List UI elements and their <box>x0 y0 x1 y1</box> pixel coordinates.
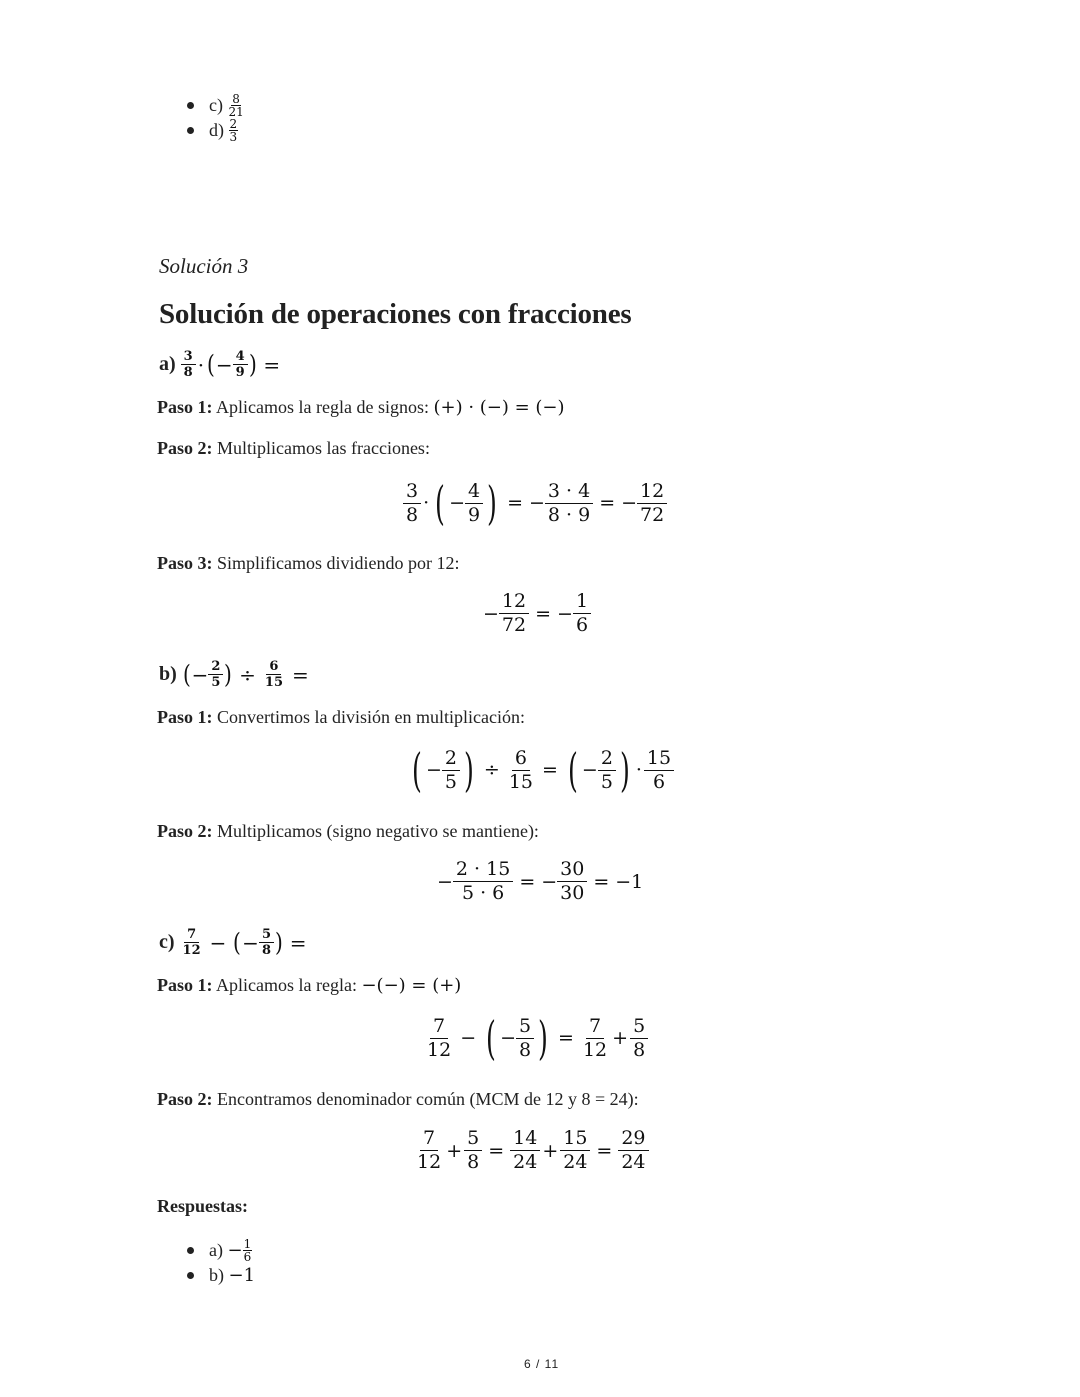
part-a-step-1: Paso 1: Aplicamos la regla de signos: (+) · (−) = (−) <box>157 397 565 418</box>
part-c-step-1: Paso 1: Aplicamos la regla: −(−) = (+) <box>157 975 462 996</box>
part-a-step-3: Paso 3: Simplificamos dividiendo por 12: <box>157 553 460 573</box>
previous-options-list <box>187 93 245 143</box>
part-a-equation-simplify: − $\frac{12}{72}$ = − $\frac{1}{6}$ <box>483 592 591 635</box>
list-item: a) − $\frac{1}{6}$ <box>187 1238 255 1263</box>
answers-list <box>187 1238 255 1288</box>
page-number: 6 / 11 <box>524 1357 560 1371</box>
page-title: Solución de operaciones con fracciones <box>159 298 632 330</box>
list-item: b) −1 <box>187 1263 255 1288</box>
part-b-equation-result: − $\frac{2 \cdot 15}{5 \cdot 6}$ = − $\frac{30}{30}$ = −1 <box>437 858 644 904</box>
list-item: d) $\frac{2}{3}$ <box>187 118 245 143</box>
part-a-step-2: Paso 2: Multiplicamos las fracciones: <box>157 438 430 458</box>
part-b-heading: b) ( − $\frac{2}{5}$ ) ÷ $\frac{6}{15}$ = <box>159 659 309 690</box>
fraction: $\frac{8}{21}$ <box>228 92 244 119</box>
part-c-equation-common-denominator: $\frac{7}{12}$ + $\frac{5}{8}$ = $\frac{14}{24}$ + $\frac{15}{24}$ = $\frac{29}{24}$ <box>414 1129 649 1172</box>
part-b-equation-convert: ( − $\frac{2}{5}$ ) ÷ $\frac{6}{15}$ = ( − $\frac{2}{5}$ ) · $\frac{15}{6}$ <box>408 747 674 793</box>
answers-heading: Respuestas: <box>157 1196 249 1216</box>
part-b-step-2: Paso 2: Multiplicamos (signo negativo se mantiene): <box>157 821 539 841</box>
section-label: Solución 3 <box>159 254 249 278</box>
part-a-heading: a) $\frac{3}{8}$ · ( − $\frac{4}{9}$ ) = <box>159 349 281 380</box>
fraction: $\frac{2}{3}$ <box>229 117 238 144</box>
part-c-equation-sign-rule: $\frac{7}{12}$ − ( − $\frac{5}{8}$ ) = $\frac{7}{12}$ + $\frac{5}{8}$ <box>424 1015 648 1061</box>
part-c-step-2: Paso 2: Encontramos denominador común (MCM de 12 y 8 = 24): <box>157 1089 639 1109</box>
part-b-step-1: Paso 1: Convertimos la división en multiplicación: <box>157 707 525 727</box>
part-c-heading: c) $\frac{7}{12}$ − ( − $\frac{5}{8}$ ) = <box>159 927 307 958</box>
list-item: c) $\frac{8}{21}$ <box>187 93 245 118</box>
part-a-equation-multiply: $\frac{3}{8}$ · ( − $\frac{4}{9}$ ) = − $\frac{3 \cdot 4}{8 \cdot 9}$ = − $\frac{12}{72}$ <box>403 480 667 526</box>
